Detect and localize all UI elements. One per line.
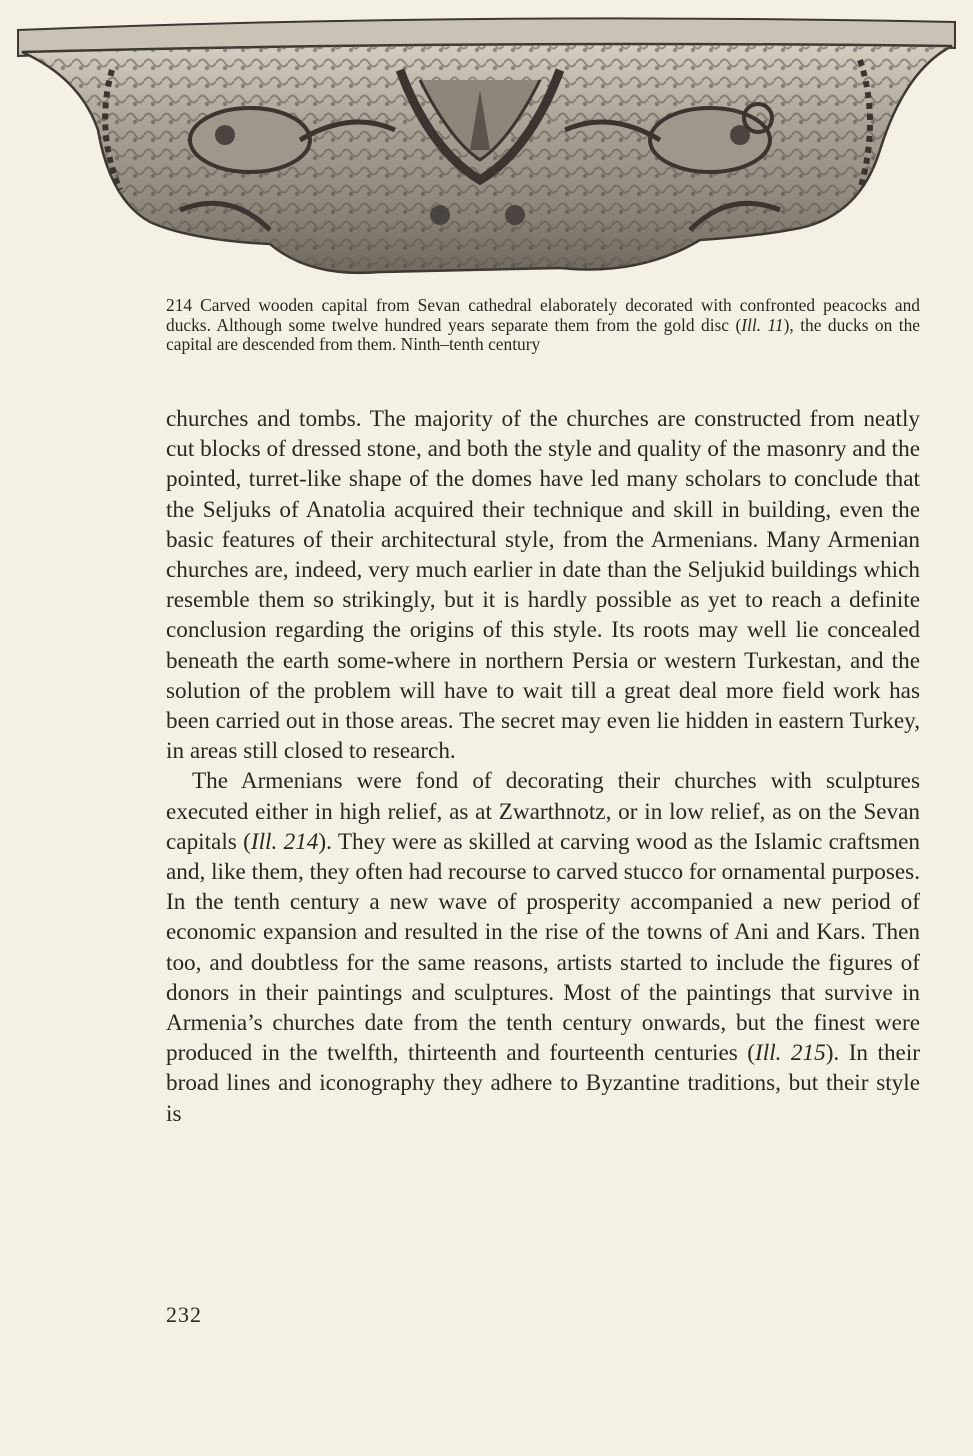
- paragraph-2-ill-ref-1: Ill. 214: [250, 828, 319, 855]
- caption-number: 214: [166, 295, 193, 315]
- caption-text-1: Carved wooden capital from Sevan cathedral elaborately decorated with confronted peacocks and ducks. Although some twelve hundred years separate them from the gold disc (: [166, 295, 920, 335]
- paragraph-1: churches and tombs. The majority of the churches are constructed from neatly cut blocks of dressed stone, and both the style and quality of the masonry and the pointed, turret-like shape of the domes have led many scholars to conclude that the Seljuks of Anatolia acquired their technique and skill in building, even the basic features of their architectural style, from the Armenians. Many Armenian churches are, indeed, very much earlier in date than the Seljukid buildings which resemble them so strikingly, but it is hardly possible as yet to reach a definite conclusion regarding the origins of this style. Its roots may well lie concealed beneath the earth some-where in northern Persia or western Turkestan, and the solution of the problem will have to wait till a great deal more field work has been carried out in those areas. The secret may even lie hidden in eastern Turkey, in areas still closed to research.: [166, 406, 920, 765]
- paragraph-2-text-b: ). They were as skilled at carving wood as the Islamic craftsmen and, like them, they often had recourse to carved stucco for ornamental purposes. In the tenth century a new wave of prosperity accompanied a new period of economic expansion and resulted in the rise of the towns of Ani and Kars. Then too, and doubtless for the same reasons, artists started to include the figures of donors in their paintings and sculptures. Most of the paintings that survive in Armenia’s churches date from the tenth century onwards, but the finest were produced in the twelfth, thirteenth and fourteenth centuries (: [166, 828, 920, 1067]
- paragraph-2-text-a: The Armenians were fond of decorating their churches with sculptures executed either in high relief, as at Zwarthnotz, or in low relief, as on the Sevan capitals (: [166, 768, 920, 855]
- body-text: [166, 404, 920, 1129]
- paragraph-2-ill-ref-2: Ill. 215: [755, 1040, 826, 1067]
- caption-ill-ref: Ill. 11: [741, 314, 784, 335]
- carved-capital-image: [0, 0, 973, 290]
- page-number: 232: [166, 1302, 202, 1327]
- caption-text-2: ), the ducks on the capital are descended from them. Ninth–tenth century: [166, 314, 921, 354]
- figure-caption: [166, 296, 920, 355]
- paragraph-2-text-c: ). In their broad lines and iconography they adhere to Byzantine traditions, but their style is: [166, 1040, 920, 1127]
- paragraph-2: [166, 766, 920, 1128]
- figure-carved-capital: [0, 0, 973, 290]
